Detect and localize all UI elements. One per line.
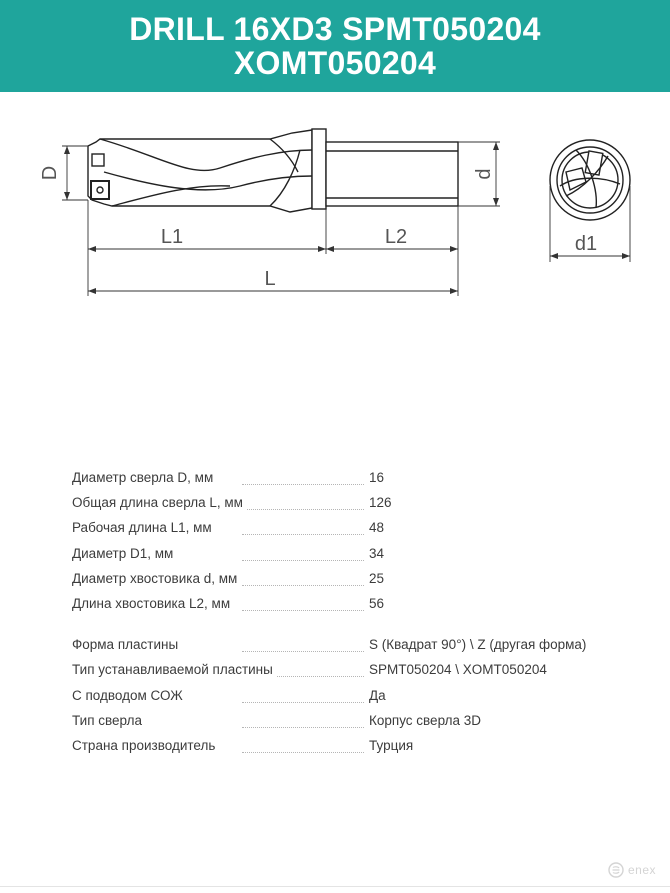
spec-value: 16	[369, 470, 385, 485]
dim-label-D: D	[39, 165, 61, 181]
leader-dots	[242, 727, 364, 728]
dim-label-d1: d1	[574, 233, 598, 255]
spec-label: Диаметр хвостовика d, мм	[72, 571, 241, 586]
spec-row	[72, 594, 632, 619]
spec-value: 126	[369, 495, 392, 511]
title-banner	[0, 0, 670, 92]
dim-label-L1: L1	[160, 226, 184, 248]
brand-logo[interactable]	[608, 862, 656, 878]
enex-logo-icon	[608, 862, 624, 878]
leader-dots	[242, 585, 364, 586]
specs-table	[72, 468, 632, 761]
spec-label: Тип сверла	[72, 713, 146, 728]
dim-label-d: d	[473, 168, 495, 180]
footer-divider	[0, 886, 670, 887]
spec-label: Страна производитель	[72, 738, 219, 753]
spec-label: С подводом СОЖ	[72, 688, 187, 703]
dim-label-L: L	[264, 268, 276, 290]
spec-value: S (Квадрат 90°) \ Z (другая форма)	[369, 637, 587, 653]
spec-label: Диаметр D1, мм	[72, 546, 177, 561]
spec-label: Длина хвостовика L2, мм	[72, 596, 234, 611]
dim-label-L2: L2	[384, 226, 408, 248]
spec-row	[72, 544, 632, 569]
spec-row	[72, 660, 632, 685]
spec-value: Турция	[369, 737, 414, 753]
spec-value: Корпус сверла 3D	[369, 712, 482, 728]
spec-row	[72, 635, 632, 660]
spec-row	[72, 518, 632, 543]
spec-label: Диаметр сверла D, мм	[72, 470, 217, 485]
leader-dots	[242, 610, 364, 611]
logo-text: enex	[627, 863, 656, 877]
leader-dots	[242, 534, 364, 535]
spec-label: Рабочая длина L1, мм	[72, 520, 216, 535]
spec-label: Форма пластины	[72, 637, 182, 652]
spec-value: SPMT050204 \ XOMT050204	[369, 662, 547, 678]
spec-row	[72, 468, 632, 493]
leader-dots	[242, 560, 364, 561]
group-spacer	[72, 619, 632, 635]
spec-label: Общая длина сверла L, мм	[72, 495, 247, 510]
page-title-line-2: XOMT050204	[233, 45, 437, 81]
spec-value: Да	[369, 687, 386, 703]
page-title-line-1: DRILL 16XD3 SPMT050204	[129, 11, 541, 47]
drill-technical-drawing	[0, 92, 670, 312]
leader-dots	[242, 702, 364, 703]
leader-dots	[242, 509, 364, 510]
spec-label: Тип устанавливаемой пластины	[72, 662, 277, 677]
spec-row	[72, 569, 632, 594]
spec-row	[72, 711, 632, 736]
spec-row	[72, 686, 632, 711]
leader-dots	[242, 651, 364, 652]
spec-value: 34	[369, 545, 385, 561]
leader-dots	[242, 484, 364, 485]
spec-value: 48	[369, 520, 385, 536]
spec-row	[72, 493, 632, 518]
spec-value: 56	[369, 595, 385, 611]
spec-row	[72, 736, 632, 761]
spec-value: 25	[369, 570, 385, 586]
leader-dots	[242, 752, 364, 753]
